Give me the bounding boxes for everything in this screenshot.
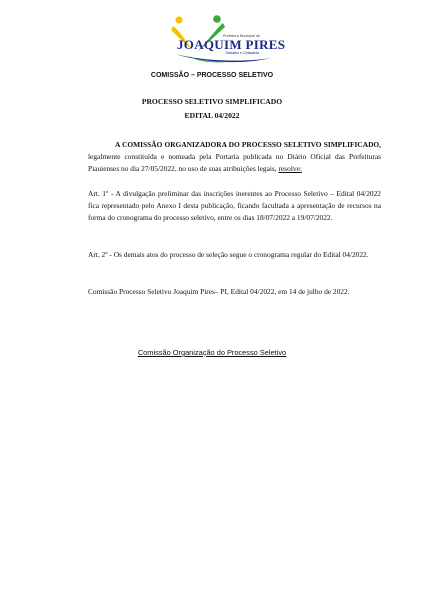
intro-resolve: resolve: <box>278 164 302 174</box>
article-2: Art. 2º - Os demais atos do processo de seleção segue o cronograma regular do Edital 04/2022. <box>88 250 369 259</box>
intro-text: legalmente constituída e nomeada pela Portaria publicada no Diário Oficial das Prefeituras Piauienses no dia 27/05/2022, no uso de suas atribuições legais, <box>88 152 381 174</box>
intro-paragraph <box>88 139 381 176</box>
signature-line: Comissão Organização do Processo Seletivo <box>137 348 287 357</box>
edital-number: EDITAL 04/2022 <box>184 111 240 120</box>
document-title: PROCESSO SELETIVO SIMPLIFICADO <box>141 97 283 106</box>
article-1: Art. 1º - A divulgação preliminar das inscrições inerentes ao Processo Seletivo – Edital 04/2022 fica representado pelo Anexo I desta publicação, ficando facultada a apresentação de recursos na forma do cronograma do processo seletivo, entre os dias 18/07/2022 a 19/07/2022. <box>88 189 381 223</box>
committee-heading: COMISSÃO – PROCESSO SELETIVO <box>150 72 274 79</box>
logo-small-text: Prefeitura Municipal de <box>223 34 260 38</box>
logo-tagline: Trabalho e Cidadania <box>225 51 260 55</box>
municipality-logo <box>167 14 286 66</box>
intro-bold: A COMISSÃO ORGANIZADORA DO PROCESSO SELETIVO SIMPLIFICADO, <box>115 140 381 149</box>
closing-paragraph: Comissão Processo Seletivo Joaquim Pires– PI, Edital 04/2022, em 14 de julho de 2022. <box>88 287 350 296</box>
logo-name: JOAQUIM PIRES <box>177 37 286 52</box>
